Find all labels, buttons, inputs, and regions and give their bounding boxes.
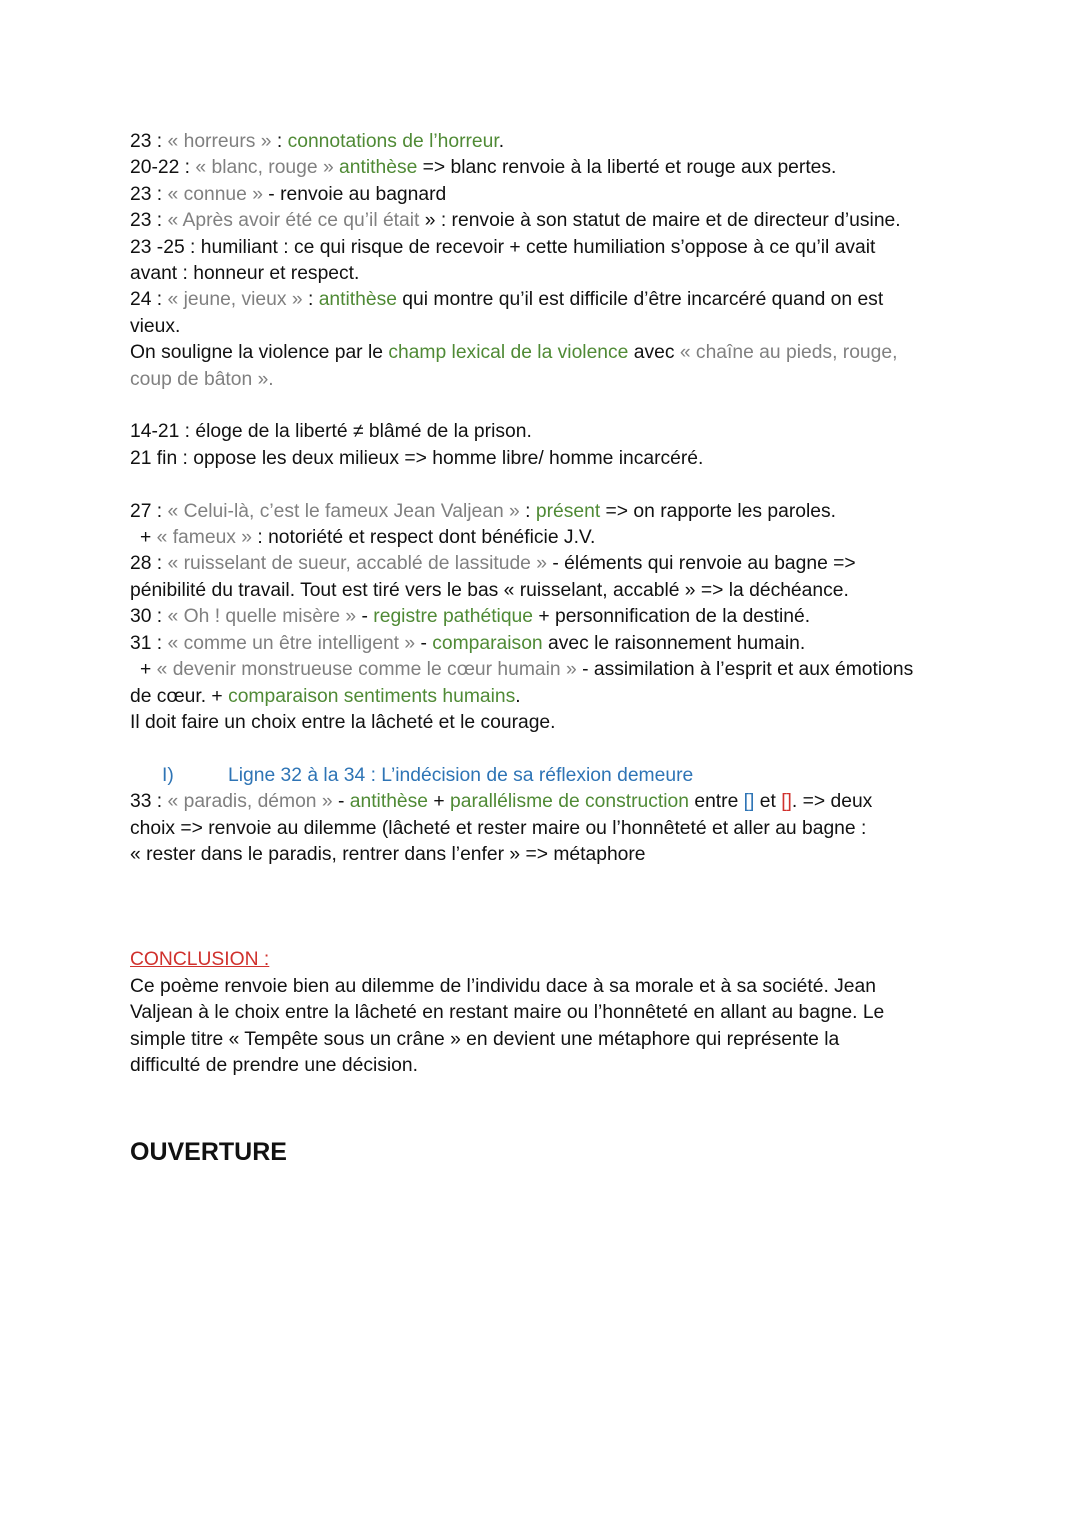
- text-line: 33 : « paradis, démon » - antithèse + parallélisme de construction entre [] et []. => deux: [130, 791, 873, 813]
- quote: « fameux »: [156, 527, 253, 549]
- text-line: 23 -25 : humiliant : ce qui risque de recevoir + cette humiliation s’oppose à ce qu’il avait: [130, 236, 876, 258]
- quote: « Oh ! quelle misère »: [167, 606, 357, 628]
- conclusion-line: Ce poème renvoie bien au dilemme de l’individu dace à sa morale et à sa société. Jean: [130, 975, 876, 997]
- bracket-mark: []: [781, 791, 792, 813]
- quote: « connue »: [167, 183, 263, 205]
- conclusion-heading: [130, 947, 960, 973]
- text-line: Il doit faire un choix entre la lâcheté et le courage.: [130, 711, 556, 733]
- figure-term: comparaison sentiments humains: [228, 685, 516, 707]
- text-line: choix => renvoie au dilemme (lâcheté et rester maire ou l’honnêteté et aller au bagne :: [130, 817, 867, 839]
- conclusion-line: difficulté de prendre une décision.: [130, 1054, 418, 1076]
- text-line: 23 : « connue » - renvoie au bagnard: [130, 183, 447, 205]
- quote: « paradis, démon »: [167, 791, 333, 813]
- quote: « blanc, rouge »: [195, 157, 334, 179]
- text-line: 23 : « Après avoir été ce qu’il était » : renvoie à son statut de maire et de directeur d’usine.: [130, 210, 901, 232]
- document-page: [130, 129, 960, 1167]
- spacer: [130, 1079, 960, 1131]
- figure-term: champ lexical de la violence: [388, 342, 629, 364]
- text-line: de cœur. + comparaison sentiments humains.: [130, 685, 521, 707]
- figure-term: connotations de l’horreur: [287, 131, 499, 152]
- quote: « devenir monstrueuse comme le cœur humain »: [156, 659, 577, 681]
- quote: « Celui-là, c’est le fameux Jean Valjean »: [167, 500, 520, 522]
- quote: « comme un être intelligent »: [167, 632, 416, 654]
- quote: « ruisselant de sueur, accablé de lassitude »: [167, 553, 547, 575]
- quote: « horreurs »: [167, 131, 272, 152]
- text-line: 14-21 : éloge de la liberté ≠ blâmé de la prison.: [130, 421, 532, 443]
- spacer: [130, 736, 960, 762]
- conclusion-line: simple titre « Tempête sous un crâne » en devient une métaphore qui représente la: [130, 1028, 840, 1050]
- spacer: [130, 472, 960, 498]
- section-title: Ligne 32 à la 34 : L’indécision de sa réflexion demeure: [228, 764, 694, 786]
- text-line: coup de bâton ».: [130, 368, 274, 390]
- text-line: 21 fin : oppose les deux milieux => homme libre/ homme incarcéré.: [130, 447, 704, 469]
- ouverture-heading: OUVERTURE: [130, 1138, 287, 1167]
- text-line: 23 : « horreurs » : connotations de l’horreur.: [130, 131, 505, 152]
- figure-term: parallélisme de construction: [450, 791, 689, 813]
- text-line: vieux.: [130, 315, 181, 337]
- figure-term: comparaison: [432, 632, 543, 654]
- figure-term: antithèse: [339, 157, 418, 179]
- text-line: 31 : « comme un être intelligent » - comparaison avec le raisonnement humain.: [130, 632, 806, 654]
- quote: « Après avoir été ce qu’il était: [167, 210, 420, 232]
- spacer: [130, 393, 960, 419]
- figure-term: antithèse: [318, 289, 397, 311]
- text-line: 30 : « Oh ! quelle misère » - registre pathétique + personnification de la destiné.: [130, 606, 811, 628]
- text-line: pénibilité du travail. Tout est tiré vers le bas « ruisselant, accablé » => la déchéance.: [130, 579, 849, 601]
- conclusion-line: Valjean à le choix entre la lâcheté en restant maire ou l’honnêteté en allant au bagne. Le: [130, 1002, 885, 1024]
- quote: « jeune, vieux »: [167, 289, 303, 311]
- bracket-mark: []: [743, 791, 755, 813]
- text-line: + « devenir monstrueuse comme le cœur humain » - assimilation à l’esprit et aux émotions: [140, 659, 914, 681]
- figure-term: présent: [535, 500, 601, 522]
- conclusion-title: CONCLUSION :: [130, 949, 270, 971]
- text-line: 24 : « jeune, vieux » : antithèse qui montre qu’il est difficile d’être incarcéré quand on est: [130, 289, 884, 311]
- figure-term: registre pathétique: [373, 606, 534, 628]
- spacer: [130, 868, 960, 947]
- section-number: I): [162, 764, 174, 786]
- quote: « chaîne au pieds, rouge,: [679, 342, 898, 364]
- section-heading: [130, 763, 960, 789]
- text-line: 20-22 : « blanc, rouge » antithèse => blanc renvoie à la liberté et rouge aux pertes.: [130, 157, 837, 179]
- text-line: On souligne la violence par le champ lexical de la violence avec « chaîne au pieds, rouge,: [130, 342, 898, 364]
- text-line: avant : honneur et respect.: [130, 263, 360, 285]
- text-line: 27 : « Celui-là, c’est le fameux Jean Valjean » : présent => on rapporte les paroles.: [130, 500, 836, 522]
- figure-term: antithèse: [349, 791, 429, 813]
- text-line: « rester dans le paradis, rentrer dans l’enfer » => métaphore: [130, 843, 646, 865]
- text-line: + « fameux » : notoriété et respect dont bénéficie J.V.: [140, 527, 596, 549]
- text-line: 28 : « ruisselant de sueur, accablé de lassitude » - éléments qui renvoie au bagne =>: [130, 553, 856, 575]
